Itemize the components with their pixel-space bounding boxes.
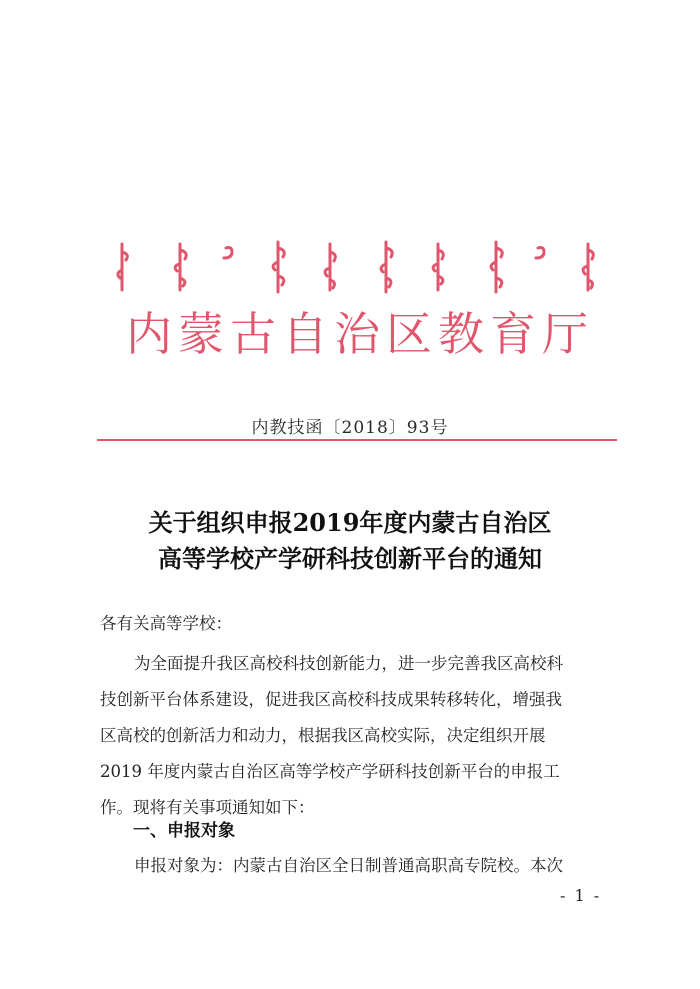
document-number: 内教技函〔2018〕93号 [251, 418, 449, 438]
mongolian-script-graphic [108, 238, 604, 298]
paragraph-line: 作。现将有关事项通知如下： [100, 798, 315, 817]
mongolian-script-icon [108, 238, 604, 298]
document-title-line-2: 高等学校产学研科技创新平台的通知 [158, 544, 542, 573]
paragraph-line: 申报对象为：内蒙古自治区全日制普通高职高专院校。本次 [134, 856, 563, 875]
salutation: 各有关高等学校： [100, 614, 232, 633]
red-header-rule [97, 439, 617, 441]
page-number: - 1 - [560, 886, 602, 905]
paragraph-line: 区高校的创新活力和动力，根据我区高校实际，决定组织开展 [100, 726, 546, 745]
section-heading: 一、申报对象 [133, 821, 235, 841]
paragraph-line: 为全面提升我区高校科技创新能力，进一步完善我区高校科 [134, 654, 563, 673]
paragraph-line: 技创新平台体系建设，促进我区高校科技成果转移转化，增强我 [100, 690, 562, 709]
paragraph-line: 2019 年度内蒙古自治区高等学校产学研科技创新平台的申报工 [100, 762, 560, 781]
document-title-line-1: 关于组织申报2019年度内蒙古自治区 [148, 508, 552, 537]
issuing-organization-title: 内蒙古自治区教育厅 [126, 307, 594, 361]
